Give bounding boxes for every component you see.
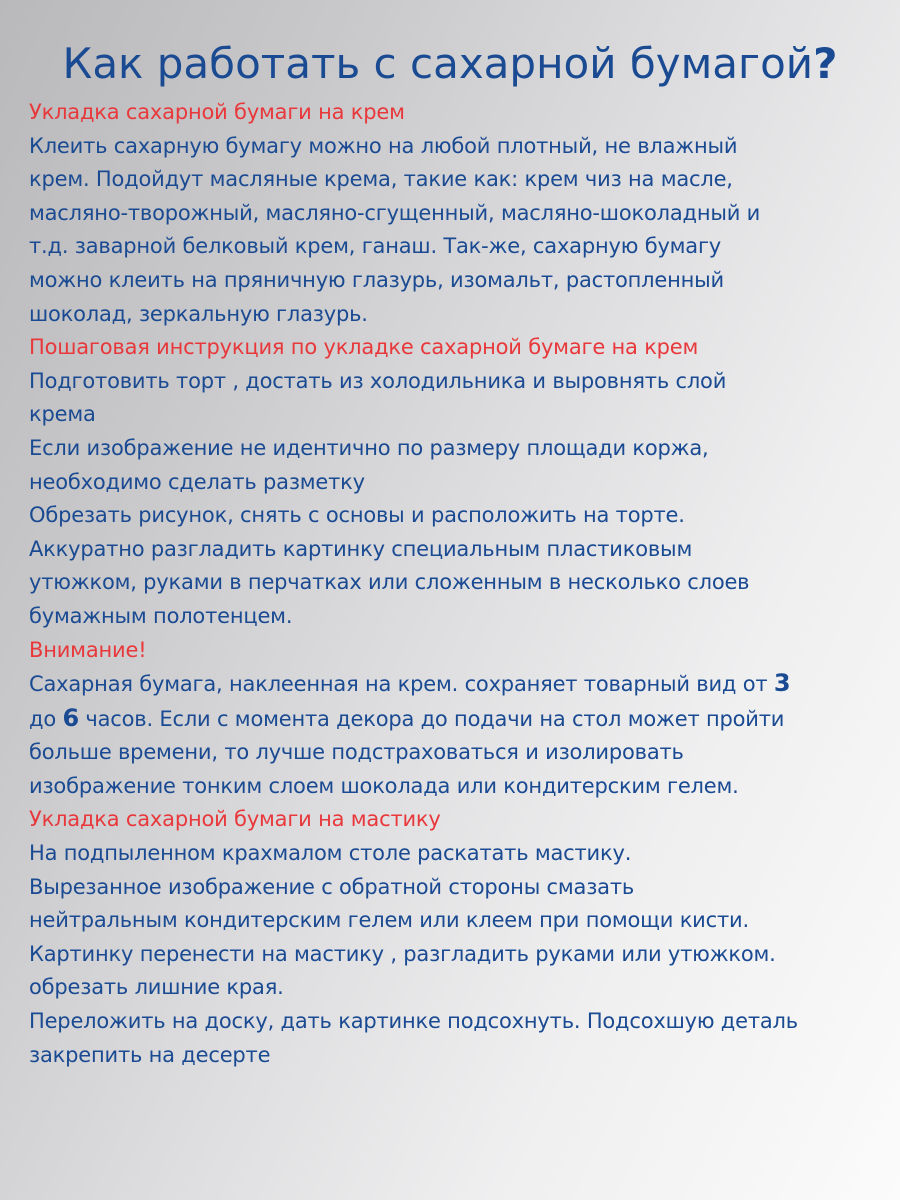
paragraph-line: Подготовить торт , достать из холодильника и выровнять слой xyxy=(29,368,727,393)
paragraph-line: изображение тонким слоем шоколада или кондитерским гелем. xyxy=(29,773,739,798)
hours-min-number: 3 xyxy=(773,669,791,698)
paragraph-line: закрепить на десерте xyxy=(29,1042,271,1067)
title-question-mark: ? xyxy=(813,39,838,88)
paragraph-line: бумажным полотенцем. xyxy=(29,603,293,628)
paragraph-line: утюжком, руками в перчатках или сложенным в несколько слоев xyxy=(29,570,750,595)
instructions-body xyxy=(29,96,879,1072)
paragraph-line: Если изображение не идентично по размеру площади коржа, xyxy=(29,435,709,460)
paragraph-line: Клеить сахарную бумагу можно на любой плотный, не влажный xyxy=(29,133,738,158)
section-heading-fondant: Укладка сахарной бумаги на мастику xyxy=(29,807,441,832)
paragraph-line: необходимо сделать разметку xyxy=(29,469,365,494)
paragraph-line: На подпыленном крахмалом столе раскатать мастику. xyxy=(29,841,632,866)
paragraph-line: можно клеить на пряничную глазурь, изомальт, растопленный xyxy=(29,267,725,292)
paragraph-line: Аккуратно разгладить картинку специальным пластиковым xyxy=(29,536,693,561)
paragraph-line: масляно-творожный, масляно-сгущенный, масляно-шоколадный и xyxy=(29,200,761,225)
paragraph-line: обрезать лишние края. xyxy=(29,975,284,1000)
paragraph-line: больше времени, то лучше подстраховаться и изолировать xyxy=(29,740,684,765)
paragraph-line: крем. Подойдут масляные крема, такие как: крем чиз на масле, xyxy=(29,167,733,192)
paragraph-line: шоколад, зеркальную глазурь. xyxy=(29,301,368,326)
section-heading-step-by-step: Пошаговая инструкция по укладке сахарной бумаге на крем xyxy=(29,335,699,360)
paragraph-line: крема xyxy=(29,402,96,427)
line-text: Сахарная бумага, наклеенная на крем. сохраняет товарный вид от xyxy=(29,672,774,697)
paragraph-line xyxy=(29,702,879,737)
hours-max-number: 6 xyxy=(62,703,79,732)
page-title xyxy=(0,38,900,90)
paragraph-line: т.д. заварной белковый крем, ганаш. Так-же, сахарную бумагу xyxy=(29,234,722,259)
paragraph-line: Переложить на доску, дать картинке подсохнуть. Подсохшую деталь xyxy=(29,1009,798,1034)
line-text: до xyxy=(29,706,63,731)
paragraph-line: нейтральным кондитерским гелем или клеем при помощи кисти. xyxy=(29,908,749,933)
section-heading-attention: Внимание! xyxy=(29,637,147,662)
section-heading-cream: Укладка сахарной бумаги на крем xyxy=(29,100,405,124)
paragraph-line: Обрезать рисунок, снять с основы и расположить на торте. xyxy=(29,503,685,528)
paragraph-line: Картинку перенести на мастику , разгладить руками или утюжком. xyxy=(29,941,776,966)
paragraph-line xyxy=(29,667,879,702)
paragraph-line: Вырезанное изображение с обратной стороны смазать xyxy=(29,874,635,899)
title-text: Как работать с сахарной бумагой xyxy=(62,39,814,88)
line-text: часов. Если с момента декора до подачи на стол может пройти xyxy=(78,706,785,731)
